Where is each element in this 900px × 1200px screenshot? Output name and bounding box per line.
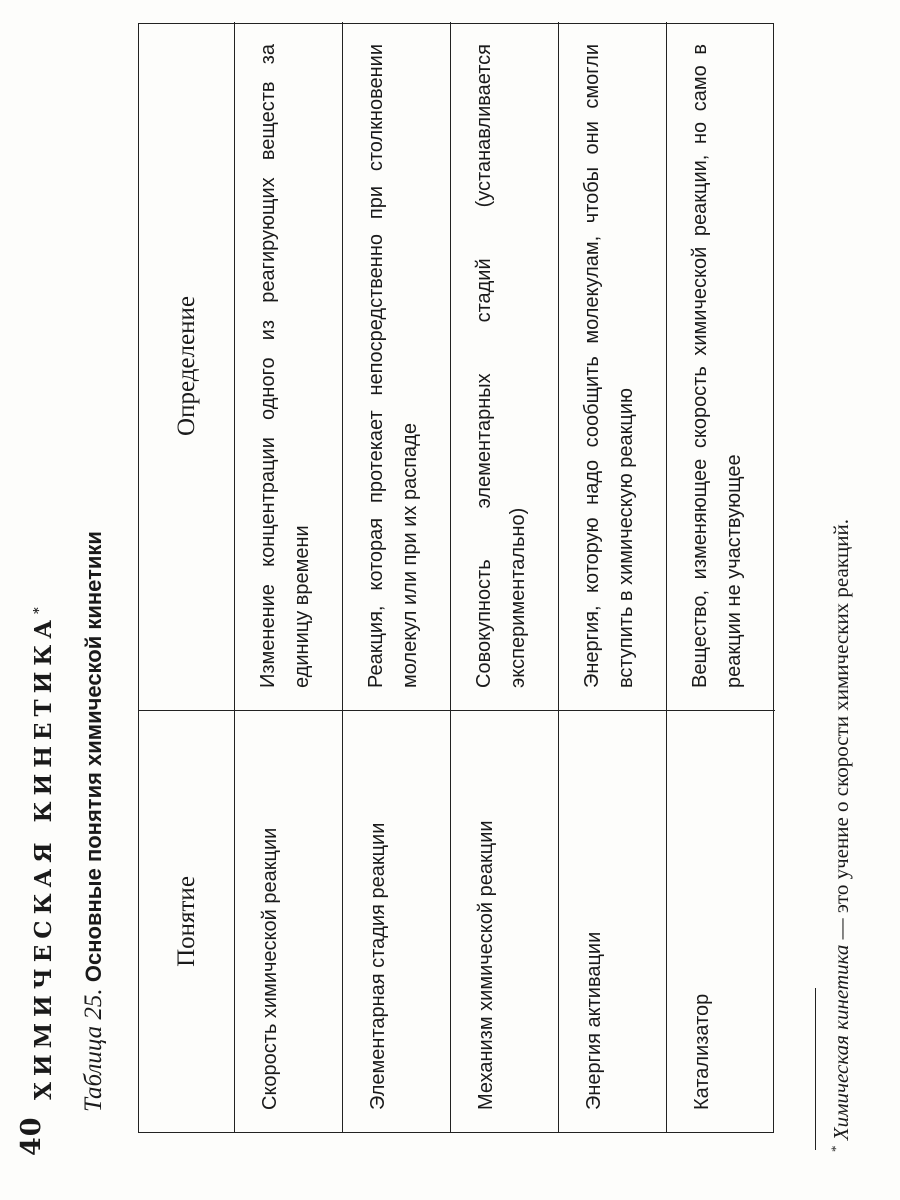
table-cell-concept: Элементарная стадия реакции — [343, 710, 451, 1132]
footnote-mark: * — [828, 1145, 843, 1152]
table-header-concept: Понятие — [139, 710, 235, 1132]
table-cell-concept: Энергия активации — [559, 710, 667, 1132]
table-caption-text: Основные понятия химической кинетики — [81, 531, 106, 983]
table-cell-definition: Энергия, которую надо сообщить молекулам, чтобы они смогли вступить в химическую реакцию — [559, 22, 667, 710]
page-number: 40 — [16, 1116, 47, 1156]
footnote-term: Химическая кинетика — [829, 944, 853, 1141]
concepts-table — [138, 23, 774, 1133]
section-footnote-mark: * — [31, 607, 47, 615]
footnote-divider — [815, 988, 816, 1150]
table-header-definition: Определение — [139, 22, 235, 710]
table-caption-label: Таблица 25. — [80, 988, 107, 1112]
table-cell-concept: Скорость химической реакции — [235, 710, 343, 1132]
table-cell-concept: Катализатор — [667, 710, 775, 1132]
table-cell-definition: Вещество, изменяющее скорость химической реакции, но само в реакции не участвующее — [689, 44, 745, 688]
table-cell-definition: Реакция, которая протекает непосредственно при столкновении молекул или при их распаде — [343, 22, 451, 710]
table-cell-definition: Совокупность элементарных стадий (устанавливается экспериментально) — [451, 22, 559, 710]
section-title-text: ХИМИЧЕСКАЯ КИНЕТИКА — [30, 614, 57, 1100]
table-caption — [80, 531, 108, 1112]
table-cell-definition: Изменение концентрации одного из реагирующих веществ за единицу времени — [235, 22, 343, 710]
table-cell-concept: Механизм химической реакции — [451, 710, 559, 1132]
footnote-text: — это учение о скорости химических реакций. — [829, 519, 853, 945]
section-title — [30, 607, 57, 1100]
footnote — [828, 519, 854, 1152]
